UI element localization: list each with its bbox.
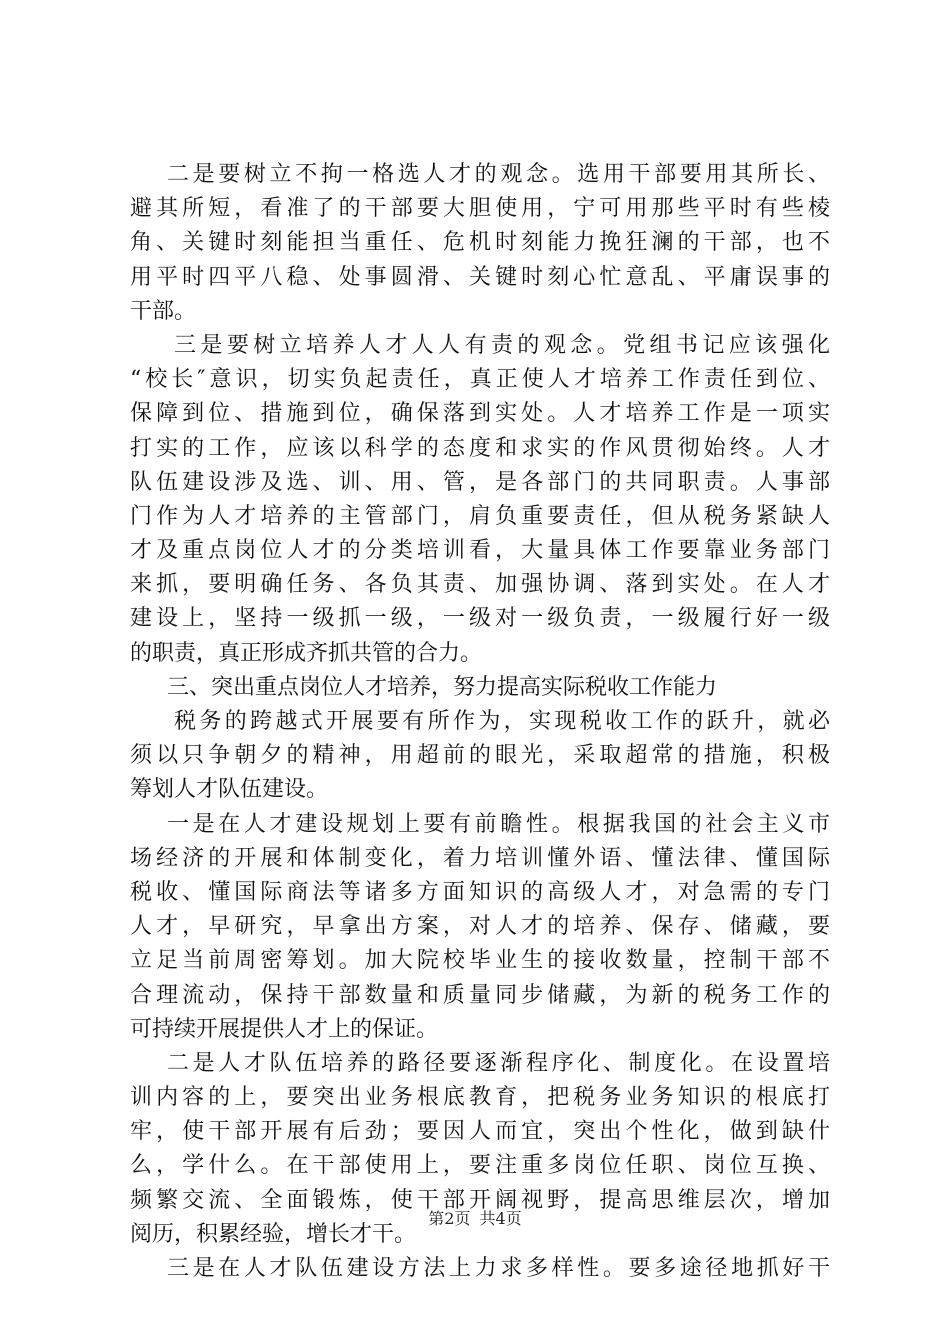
text-line: 角、关键时刻能担当重任、危机时刻能力挽狂澜的干部，也不 (130, 230, 830, 256)
text-line: 合理流动，保持干部数量和质量同步储藏，为新的税务工作的 (130, 982, 830, 1008)
text-line: 二是人才队伍培养的路径要逐渐程序化、制度化。在设置培 (167, 1050, 830, 1076)
text-line: 须以只争朝夕的精神，用超前的眼光，采取超常的措施，积极 (130, 743, 830, 769)
text-line: 队伍建设涉及选、训、用、管，是各部门的共同职责。人事部 (130, 469, 830, 495)
text-line: 建设上，坚持一级抓一级，一级对一级负责，一级履行好一级 (130, 606, 830, 632)
text-line: 三是在人才队伍建设方法上力求多样性。要多途径地抓好干 (167, 1256, 830, 1281)
text-line: 税务的跨越式开展要有所作为，实现税收工作的跃升，就必 (174, 709, 830, 734)
text-line: 打实的工作，应该以科学的态度和求实的作风贯彻始终。人才 (130, 435, 830, 461)
page-number: 第2页 (428, 1209, 471, 1228)
text-line: 筹划人才队伍建设。 (130, 777, 329, 803)
text-line: 干部。 (130, 298, 197, 324)
text-line: “校长″意识，切实负起责任，真正使人才培养工作责任到位、 (130, 367, 830, 393)
text-line: 么，学什么。在干部使用上，要注重多岗位任职、岗位互换、 (130, 1153, 830, 1179)
text-line: 的职责，真正形成齐抓共管的合力。 (130, 640, 483, 666)
text-line: 保障到位、措施到位，确保落到实处。人才培养工作是一项实 (130, 401, 830, 427)
text-line: 三是要树立培养人才人人有责的观念。党组书记应该强化 (174, 332, 830, 358)
page-footer (0, 1209, 950, 1229)
text-line: 可持续开展提供人才上的保证。 (130, 1016, 439, 1042)
text-line: 阅历，积累经验，增长才干。 (130, 1221, 417, 1247)
text-line: 一是在人才建设规划上要有前瞻性。根据我国的社会主义市 (167, 811, 830, 837)
page-total: 共4页 (479, 1209, 522, 1228)
text-line: 来抓，要明确任务、各负其责、加强协调、落到实处。在人才 (130, 572, 830, 598)
document-body (130, 158, 830, 1286)
text-line: 用平时四平八稳、处事圆滑、关键时刻心忙意乱、平庸误事的 (130, 264, 830, 290)
text-line: 场经济的开展和体制变化，着力培训懂外语、懂法律、懂国际 (130, 845, 830, 871)
text-line: 频繁交流、全面锻炼，使干部开阔视野，提高思维层次，增加 (130, 1187, 830, 1213)
text-line: 三、突出重点岗位人才培养，努力提高实际税收工作能力 (167, 674, 718, 700)
text-line: 牢，使干部开展有后劲；要因人而宜，突出个性化，做到缺什 (130, 1119, 830, 1145)
text-line: 税收、懂国际商法等诸多方面知识的高级人才，对急需的专门 (130, 879, 830, 905)
text-line: 训内容的上，要突出业务根底教育，把税务业务知识的根底打 (130, 1085, 830, 1111)
text-line: 二是要树立不拘一格选人才的观念。选用干部要用其所长、 (167, 162, 830, 187)
text-line: 避其所短，看准了的干部要大胆使用，宁可用那些平时有些棱 (130, 196, 830, 222)
text-line: 才及重点岗位人才的分类培训看，大量具体工作要靠业务部门 (130, 538, 830, 564)
text-line: 人才，早研究，早拿出方案，对人才的培养、保存、储藏，要 (130, 914, 830, 940)
text-line: 立足当前周密筹划。加大院校毕业生的接收数量，控制干部不 (130, 948, 830, 974)
text-line: 门作为人才培养的主管部门，肩负重要责任，但从税务紧缺人 (130, 503, 830, 529)
